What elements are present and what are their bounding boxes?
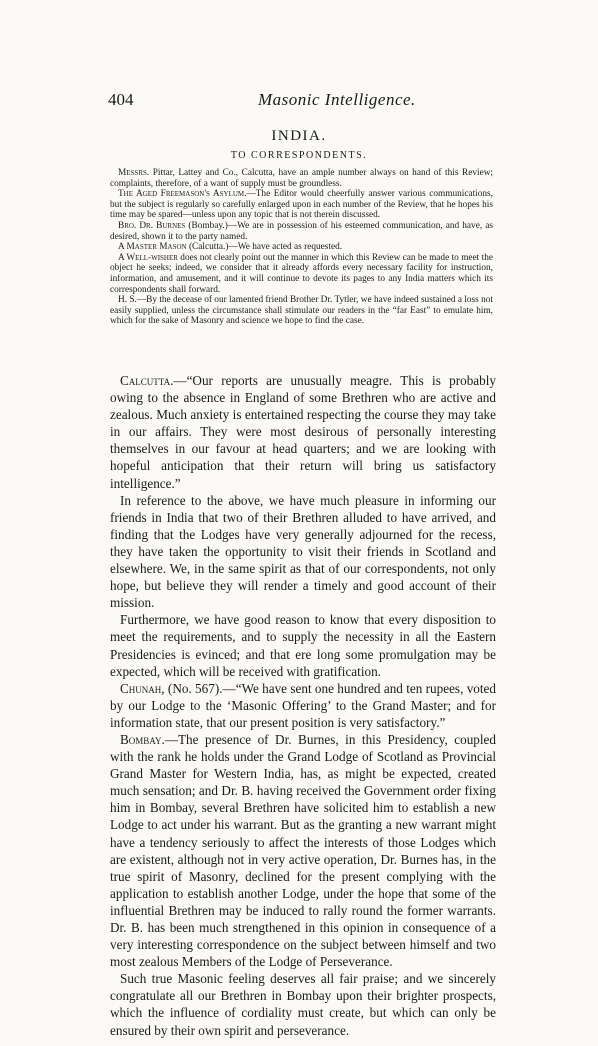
paragraph [110, 372, 496, 492]
correspondents-heading: TO CORRESPONDENTS. [230, 150, 368, 161]
paragraph-lead: Calcutta. [120, 373, 174, 388]
article-body [110, 372, 496, 1039]
paragraph-text: —“Our reports are unusually meagre. This is probably owing to the absence in England of some Brethren who are active and zealous. Much anxiety is entertained respecting the course they may take in our affairs. They were most desirous of personally interesting themselves in our favour at head quarters; and we are looking with hopeful anticipation that their return will bring us satisfactory intelligence.” [110, 373, 496, 491]
paragraph [110, 731, 496, 970]
section-title: INDIA. [271, 128, 327, 144]
paragraph-text: Such true Masonic feeling deserves all fair praise; and we sincerely congratulate all our Brethren in Bombay upon their brighter prospects, which the influence of cordiality must create, but which can only be ensured by their own spirit and perseverance. [110, 971, 496, 1038]
note [110, 221, 493, 242]
note [110, 242, 493, 253]
note [110, 189, 493, 221]
note-text: —By the decease of our lamented friend Brother Dr. Tytler, we have indeed sustained a loss not easily supplied, unless the circumstance shall stimulate our readers in the “far East” to emulate him, which for the sake of Masonry and science we hope to find the case. [110, 295, 493, 327]
note-text: Pittar, Lattey and Co., Calcutta, have an ample number always on hand of this Review; complaints, therefore, of a want of supply must be groundless. [110, 168, 493, 189]
paragraph-text: In reference to the above, we have much pleasure in informing our friends in India that two of their Brethren alluded to have arrived, and finding that the Lodges have very generally adjourned for the recess, they have taken the opportunity to visit their friends in Scotland and elsewhere. We, in the same spirit as that of our correspondents, not only hope, but believe they will render a timely and good account of their mission. [110, 492, 496, 611]
note [110, 168, 493, 189]
running-head [108, 90, 494, 112]
note [110, 253, 493, 295]
note-text: does not clearly point out the manner in which this Review can be made to meet the object he seeks; indeed, we consider that it already affords every necessary facility for instruction, information, and amusement, and it will continue to devote its pages to any India matters which its correspondents shall forward. [110, 252, 493, 295]
page-number: 404 [108, 90, 134, 109]
note-lead: The Aged Freemason's Asylum. [118, 189, 247, 200]
note-text: (Bombay.)—We are in possession of his esteemed communication, and have, as desired, shown it to the party named. [110, 220, 493, 242]
note [110, 295, 493, 327]
paragraph-text: —The presence of Dr. Burnes, in this Presidency, coupled with the rank he holds under the Grand Lodge of Scotland as Provincial Grand Master for Western India, has, as might be expected, created much sensation; and Dr. B. having received the Government order fixing him in Bombay, several Brethren have solicited him to establish a new Lodge to act under his warrant. But as the granting a new warrant might have a tendency seriously to affect the interests of those Lodges which are existent, although not in very active operation, Dr. Burnes has, in the true spirit of Masonry, declined for the present complying with the application to establish another Lodge, under the hope that some of the influential Brethren may be induced to rally round the former warrants. Dr. B. has been much strengthened in this opinion in consequence of a very interesting correspondence on the subject between himself and two most zealous Members of the Lodge of Perseverance. [110, 731, 496, 970]
paragraph-lead: Chunah, [120, 680, 165, 696]
paragraph-text: (No. 567).—“We have sent one hundred and ten rupees, voted by our Lodge to the ‘Masonic Offering’ to the Grand Master; and for information state, that our present position is very satisfactory.” [110, 680, 496, 730]
note-lead: A Well-wisher [118, 252, 178, 263]
note-lead: Bro. Dr. Burnes [118, 220, 186, 231]
note-lead: A Master Mason [118, 242, 187, 253]
running-title: Masonic Intelligence. [258, 90, 416, 109]
correspondents-notes [110, 168, 493, 327]
paragraph-lead: Bombay. [120, 731, 165, 747]
paragraph [110, 611, 496, 679]
paragraph [110, 492, 496, 612]
paragraph-text: Furthermore, we have good reason to know that every disposition to meet the requirements, and to supply the necessity in all the Eastern Presidencies is evinced; and that ere long some promulgation may be expected, which will be received with gratification. [110, 612, 496, 679]
note-lead: H. S. [118, 295, 137, 306]
paragraph [110, 680, 496, 731]
paragraph [110, 970, 496, 1038]
note-text: —The Editor would cheerfully answer various communications, but the subject is regularly so carefully enlarged upon in each number of the Review, that he hopes his time may be spared—unless upon any topic that is not therein discussed. [110, 189, 493, 221]
note-text: (Calcutta.)—We have acted as requested. [186, 242, 343, 253]
note-lead: Messrs. [118, 168, 150, 178]
